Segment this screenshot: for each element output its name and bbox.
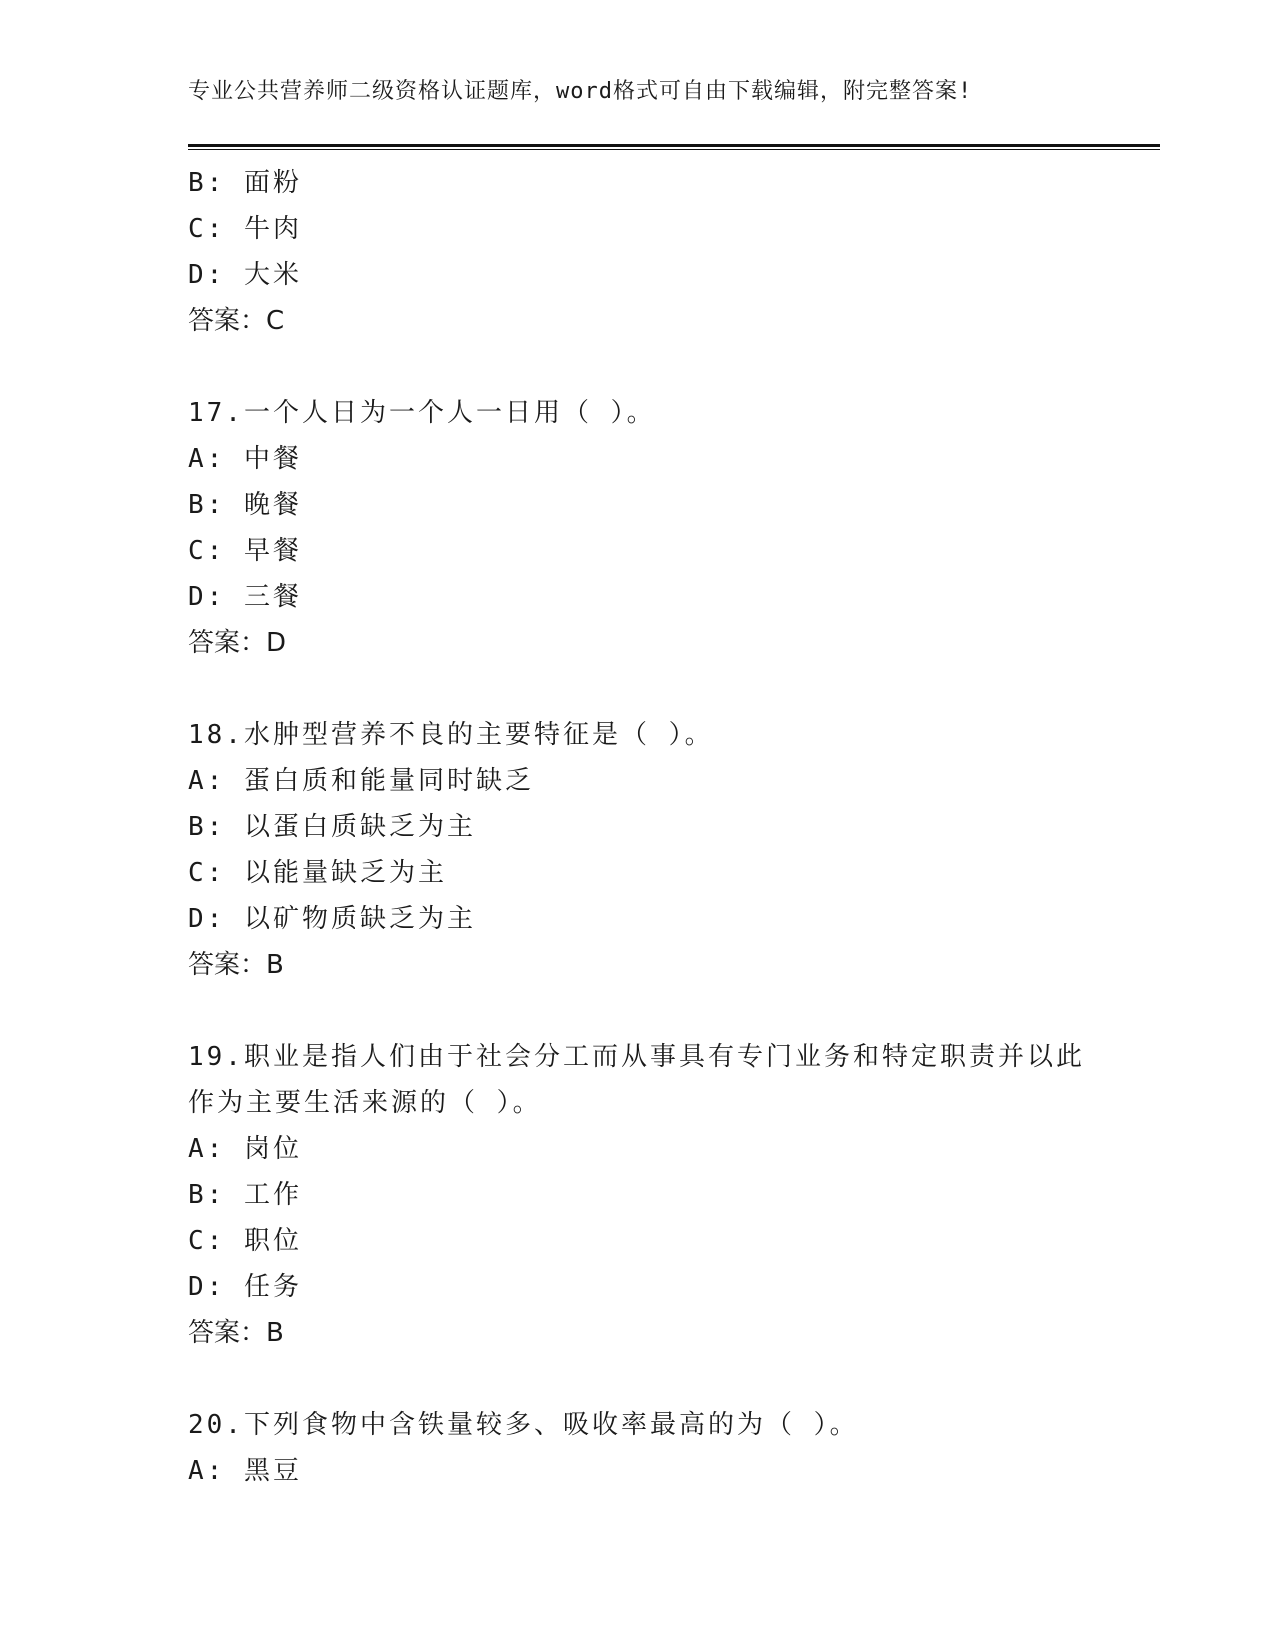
question-text: 18.水肿型营养不良的主要特征是（ ）。 [188, 720, 714, 750]
answer-line: 答案：C [188, 306, 285, 336]
option-a: A: 岗位 [188, 1134, 302, 1164]
question-block-19 [188, 1034, 1148, 1356]
option-d: D: 任务 [188, 1272, 302, 1302]
question-block-16 [188, 160, 1148, 344]
option-b: B: 工作 [188, 1180, 302, 1210]
question-text: 17.一个人日为一个人一日用（ ）。 [188, 398, 656, 428]
option-c: C: 早餐 [188, 536, 302, 566]
header-divider [188, 144, 1160, 150]
question-text: 20.下列食物中含铁量较多、吸收率最高的为（ ）。 [188, 1410, 859, 1440]
option-d: D: 大米 [188, 260, 302, 290]
option-b: B: 晚餐 [188, 490, 302, 520]
option-b: B: 以蛋白质缺乏为主 [188, 812, 476, 842]
question-text-line-1: 19.职业是指人们由于社会分工而从事具有专门业务和特定职责并以此 [188, 1042, 1085, 1072]
option-c: C: 牛肉 [188, 214, 302, 244]
option-b: B: 面粉 [188, 168, 302, 198]
question-block-17 [188, 390, 1148, 666]
answer-line: 答案：B [188, 1318, 284, 1348]
answer-line: 答案：D [188, 628, 287, 658]
option-d: D: 以矿物质缺乏为主 [188, 904, 476, 934]
option-c: C: 职位 [188, 1226, 302, 1256]
answer-line: 答案：B [188, 950, 284, 980]
option-a: A: 黑豆 [188, 1456, 302, 1486]
page-header: 专业公共营养师二级资格认证题库，word格式可自由下载编辑，附完整答案! [188, 79, 973, 104]
option-a: A: 蛋白质和能量同时缺乏 [188, 766, 534, 796]
question-text-line-2: 作为主要生活来源的（ ）。 [188, 1088, 542, 1118]
question-block-18 [188, 712, 1148, 988]
question-content [188, 160, 1148, 1494]
question-block-20 [188, 1402, 1148, 1494]
option-d: D: 三餐 [188, 582, 302, 612]
option-c: C: 以能量缺乏为主 [188, 858, 447, 888]
option-a: A: 中餐 [188, 444, 302, 474]
